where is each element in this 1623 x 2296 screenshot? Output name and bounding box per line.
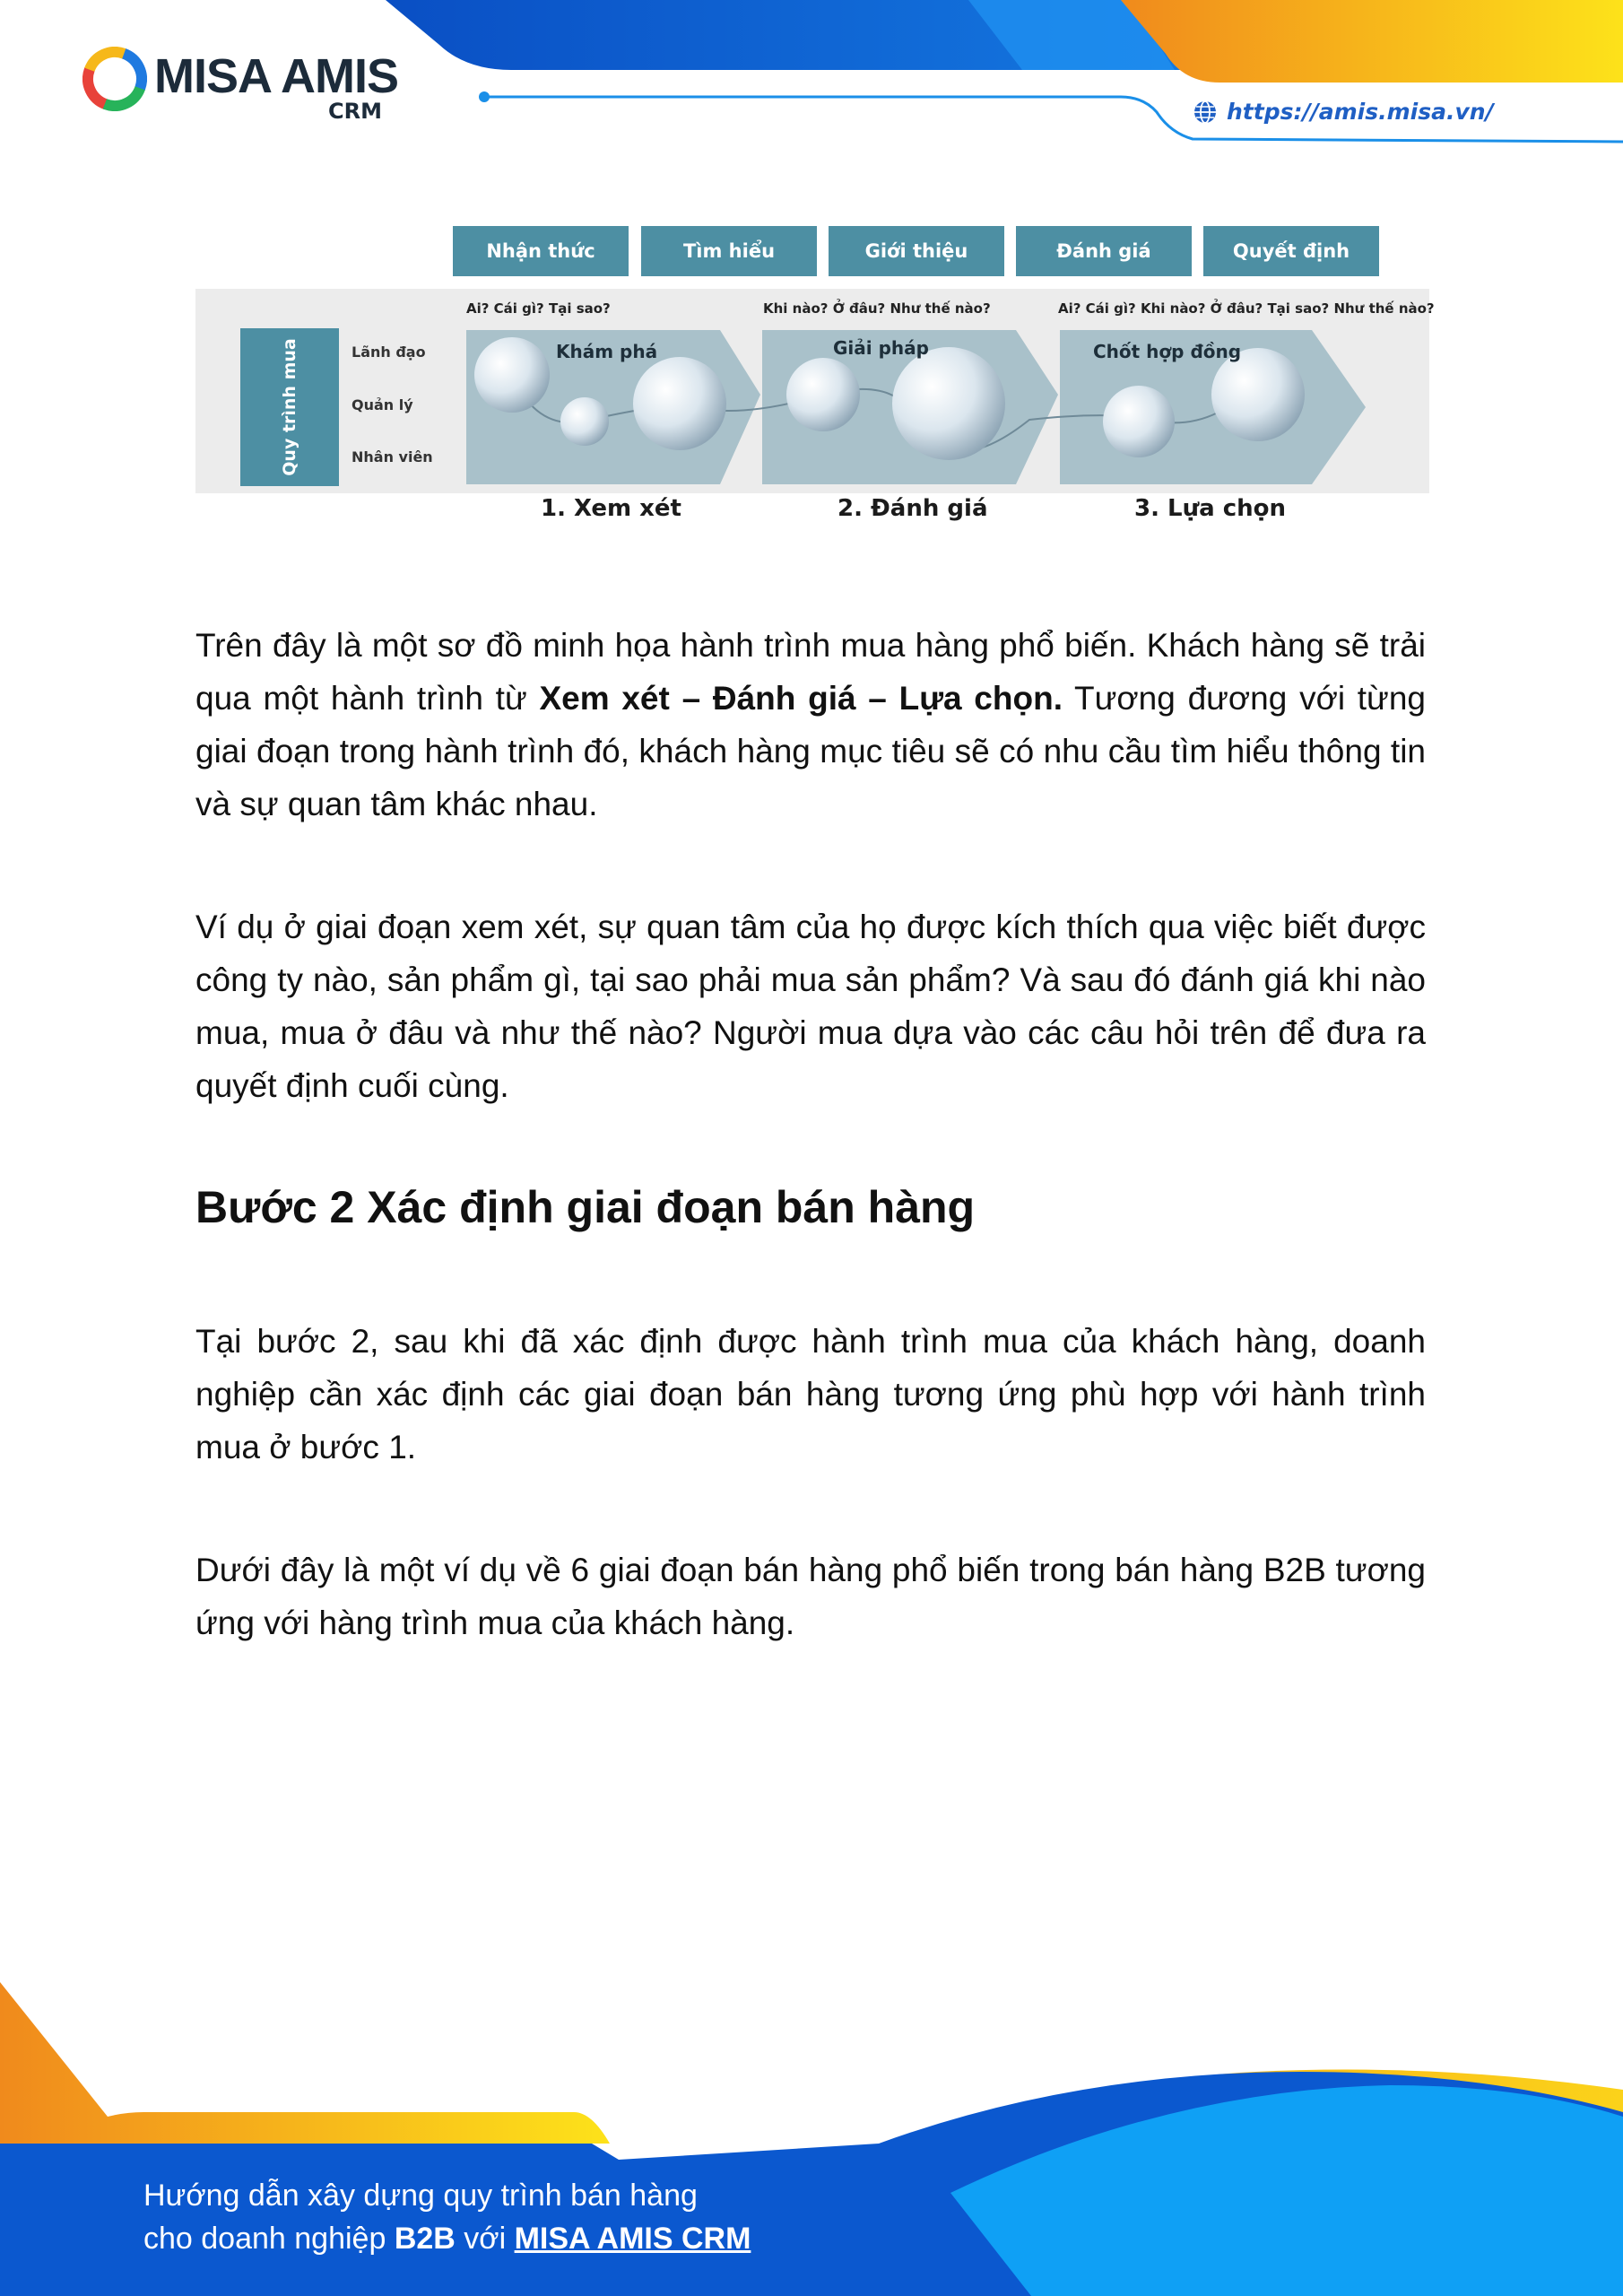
question-text: Ai? Cái gì? Khi nào? Ở đâu? Tại sao? Như thế nào? <box>1058 300 1435 317</box>
logo-wordmark: MISA AMIS <box>154 49 398 103</box>
paragraph-example: Ví dụ ở giai đoạn xem xét, sự quan tâm của họ được kích thích qua việc biết được công ty nào, sản phẩm gì, tại sao phải mua sản phẩm? Và sau đó đánh giá khi nào mua, mua ở đâu và như thế nào? Người mua dựa vào các câu hỏi trên để đưa ra quyết định cuối cùng. <box>195 909 1426 1104</box>
paragraph-step2: Tại bước 2, sau khi đã xác định được hành trình mua của khách hàng, doanh nghiệp cần xác định các giai đoạn bán hàng tương ứng phù hợp với hành trình mua ở bước 1. <box>195 1323 1426 1465</box>
stage-box: Giới thiệu <box>829 226 1004 276</box>
misa-amis-crm-link[interactable]: MISA AMIS CRM <box>514 2222 751 2256</box>
footer-line-1: Hướng dẫn xây dựng quy trình bán hàng <box>143 2179 698 2213</box>
paragraph-text: Tương đương với từng giai đoạn trong hành trình đó, khách hàng mục tiêu sẽ có nhu cầu tìm hiểu thông tin và sự quan tâm khác nhau. <box>195 680 1426 822</box>
arrow-label: Giải pháp <box>833 337 929 359</box>
role-label: Lãnh đạo <box>352 344 426 361</box>
bubble-circle <box>1103 386 1175 457</box>
bubble-circle <box>786 358 860 431</box>
stage-box: Quyết định <box>1203 226 1379 276</box>
footer-line-2 <box>143 2217 751 2260</box>
journey-stages-bold: Xem xét – Đánh giá – Lựa chọn. <box>539 680 1063 717</box>
section-heading: Bước 2 Xác định giai đoạn bán hàng <box>195 1182 976 1232</box>
question-text: Khi nào? Ở đâu? Như thế nào? <box>763 300 991 317</box>
stage-box: Tìm hiểu <box>641 226 817 276</box>
website-link[interactable] <box>1193 99 1494 125</box>
footer-text-part: với <box>455 2222 515 2256</box>
misa-logo-icon <box>82 47 147 111</box>
footer-b2b: B2B <box>394 2222 456 2256</box>
bubble-circle <box>560 397 609 446</box>
vertical-label-text: Quy trình mua <box>280 338 299 476</box>
logo-subtitle: CRM <box>328 99 382 124</box>
paragraph-intro <box>195 619 1426 831</box>
bubble-circle <box>892 347 1005 460</box>
arrow-label: Chốt hợp đồng <box>1093 341 1242 362</box>
step-label: 1. Xem xét <box>541 495 681 522</box>
step-label: 3. Lựa chọn <box>1134 495 1286 522</box>
question-text: Ai? Cái gì? Tại sao? <box>466 300 611 317</box>
journey-arrows <box>195 215 1429 538</box>
stage-box: Đánh giá <box>1016 226 1192 276</box>
buying-journey-diagram <box>195 215 1435 538</box>
globe-icon <box>1193 100 1218 125</box>
website-url[interactable]: https://amis.misa.vn/ <box>1227 99 1494 125</box>
bubble-circle <box>474 337 550 413</box>
stage-box: Nhận thức <box>453 226 629 276</box>
arrow-label: Khám phá <box>556 341 658 362</box>
role-label: Nhân viên <box>352 448 433 465</box>
role-label: Quản lý <box>352 396 413 413</box>
footer-text-part: cho doanh nghiệp <box>143 2222 395 2256</box>
paragraph-b2b-stages: Dưới đây là một ví dụ về 6 giai đoạn bán hàng phổ biến trong bán hàng B2B tương ứng với hàng trình mua của khách hàng. <box>195 1552 1426 1641</box>
paragraph-text: Trên đây là một sơ đồ minh họa hành trình mua hàng phổ biến. Khách hàng sẽ trải qua một hành trình từ <box>195 627 1426 717</box>
bubble-circle <box>633 357 726 450</box>
step-label: 2. Đánh giá <box>838 495 988 522</box>
footer-title <box>143 2174 751 2260</box>
